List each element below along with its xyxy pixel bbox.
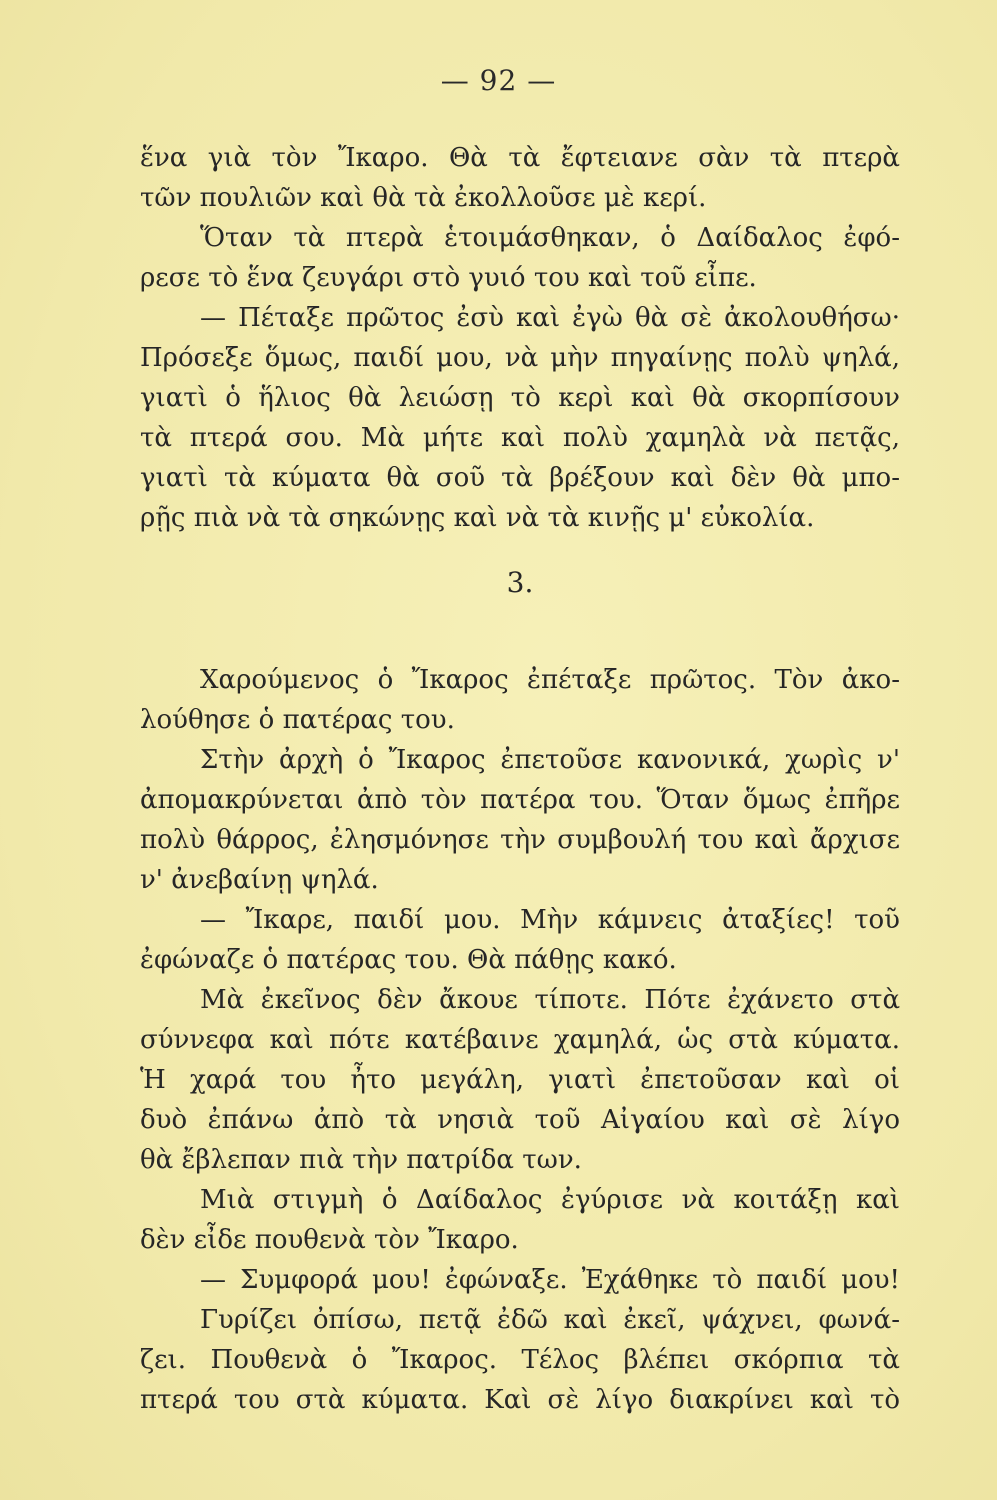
text-line: Μὰ ἐκεῖνος δὲν ἄκουε τίποτε. Πότε ἐχάνετο στὰ [200, 985, 900, 1015]
text-line: πολὺ θάρρος, ἐλησμόνησε τὴν συμβουλή του καὶ ἄρχισε [140, 825, 900, 855]
text-line: τὰ πτερά σου. Μὰ μήτε καὶ πολὺ χαμηλὰ νὰ πετᾷς, [140, 423, 900, 453]
text-line: ν' ἀνεβαίνῃ ψηλά. [140, 865, 379, 895]
text-line: Γυρίζει ὀπίσω, πετᾷ ἐδῶ καὶ ἐκεῖ, ψάχνει, φωνά- [200, 1305, 900, 1335]
section-number: 3. [506, 566, 534, 599]
text-line: — Συμφορά μου! ἐφώναξε. Ἐχάθηκε τὸ παιδί μου! [200, 1265, 900, 1295]
text-line: ἕνα γιὰ τὸν Ἴκαρο. Θὰ τὰ ἔφτειανε σὰν τὰ πτερὰ [140, 143, 900, 173]
text-line: λούθησε ὁ πατέρας του. [140, 705, 455, 735]
text-block-before [140, 138, 900, 538]
text-line: ρεσε τὸ ἕνα ζευγάρι στὸ γυιό του καὶ τοῦ εἶπε. [140, 263, 757, 293]
text-line: θὰ ἔβλεπαν πιὰ τὴν πατρίδα των. [140, 1145, 582, 1175]
text-line: Χαρούμενος ὁ Ἴκαρος ἐπέταξε πρῶτος. Τὸν ἀκο- [200, 665, 900, 695]
text-line: — Ἴκαρε, παιδί μου. Μὴν κάμνεις ἀταξίες! τοῦ [200, 905, 900, 935]
text-line: Μιὰ στιγμὴ ὁ Δαίδαλος ἐγύρισε νὰ κοιτάξῃ καὶ [200, 1185, 900, 1215]
text-line: τῶν πουλιῶν καὶ θὰ τὰ ἐκολλοῦσε μὲ κερί. [140, 183, 707, 213]
body-text [140, 138, 900, 1420]
text-line: ἀπομακρύνεται ἀπὸ τὸν πατέρα του. Ὅταν ὅμως ἐπῆρε [140, 785, 900, 815]
text-line: πτερά του στὰ κύματα. Καὶ σὲ λίγο διακρίνει καὶ τὸ [140, 1385, 900, 1415]
text-line: δυὸ ἐπάνω ἀπὸ τὰ νησιὰ τοῦ Αἰγαίου καὶ σὲ λίγο [140, 1105, 900, 1135]
text-line: σύννεφα καὶ πότε κατέβαινε χαμηλά, ὡς στὰ κύματα. [140, 1025, 900, 1055]
text-line: — Πέταξε πρῶτος ἐσὺ καὶ ἐγὼ θὰ σὲ ἀκολουθήσω· [200, 303, 900, 333]
text-line: ρῇς πιὰ νὰ τὰ σηκώνῃς καὶ νὰ τὰ κινῇς μ' εὐκολία. [140, 503, 815, 533]
text-line: Ὅταν τὰ πτερὰ ἑτοιμάσθηκαν, ὁ Δαίδαλος ἐφό- [200, 223, 900, 253]
text-block-after [140, 660, 900, 1420]
text-line: γιατὶ ὁ ἥλιος θὰ λειώσῃ τὸ κερὶ καὶ θὰ σκορπίσουν [140, 383, 900, 413]
text-line: γιατὶ τὰ κύματα θὰ σοῦ τὰ βρέξουν καὶ δὲν θὰ μπο- [140, 463, 900, 493]
text-line: ἐφώναζε ὁ πατέρας του. Θὰ πάθῃς κακό. [140, 945, 677, 975]
text-line: Πρόσεξε ὅμως, παιδί μου, νὰ μὴν πηγαίνῃς πολὺ ψηλά, [140, 343, 900, 373]
text-line: Στὴν ἀρχὴ ὁ Ἴκαρος ἐπετοῦσε κανονικά, χωρὶς ν' [200, 745, 900, 775]
text-line: ζει. Πουθενὰ ὁ Ἴκαρος. Τέλος βλέπει σκόρπια τὰ [140, 1345, 900, 1375]
text-line: δὲν εἶδε πουθενὰ τὸν Ἴκαρο. [140, 1225, 519, 1255]
page-number: — 92 — [440, 64, 557, 97]
text-line: Ἡ χαρά του ἦτο μεγάλη, γιατὶ ἐπετοῦσαν καὶ οἱ [140, 1065, 900, 1095]
